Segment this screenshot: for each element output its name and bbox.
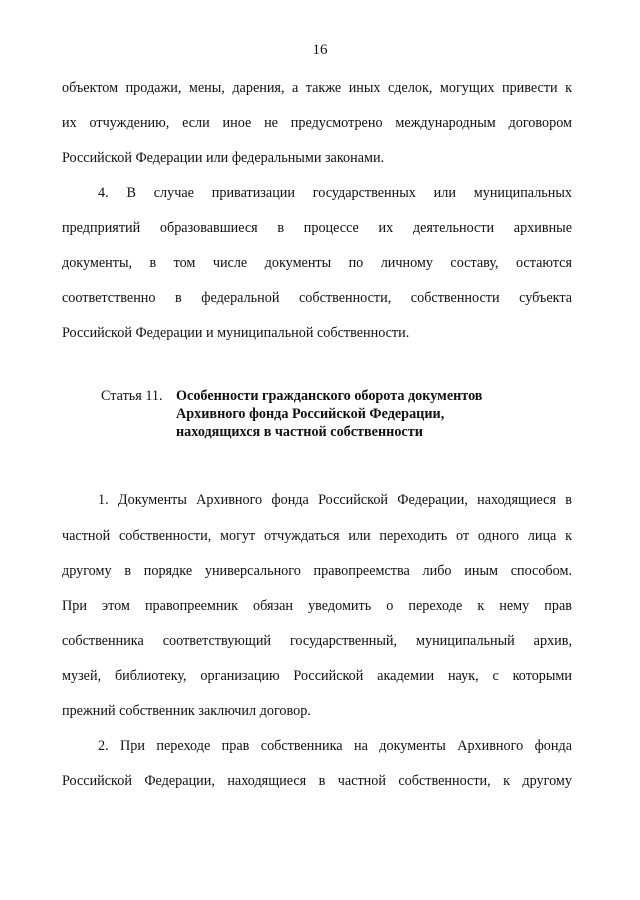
text-line: 2. При переходе прав собственника на документы Архивного фонда: [98, 738, 572, 754]
text-line: При этом правопреемник обязан уведомить о переходе к нему прав: [62, 598, 572, 614]
text-line: частной собственности, могут отчуждаться или переходить от одного лица к: [62, 528, 572, 544]
text-line: 1. Документы Архивного фонда Российской Федерации, находящиеся в: [98, 492, 572, 508]
article-label: Статья 11.: [101, 388, 163, 404]
text-line: собственника соответствующий государственный, муниципальный архив,: [62, 633, 572, 649]
article-title-line: находящихся в частной собственности: [176, 424, 423, 440]
text-line: другому в порядке универсального правопреемства либо иным способом.: [62, 563, 572, 579]
article-title-line: Архивного фонда Российской Федерации,: [176, 406, 445, 422]
text-line: их отчуждению, если иное не предусмотрено международным договором: [62, 115, 572, 131]
text-line: предприятий образовавшиеся в процессе их деятельности архивные: [62, 220, 572, 236]
text-line: Российской Федерации, находящиеся в частной собственности, к другому: [62, 773, 572, 789]
page-number: 16: [312, 42, 328, 58]
article-title: [176, 387, 482, 441]
article-title-line: Особенности гражданского оборота документов: [176, 388, 483, 404]
text-line: документы, в том числе документы по личному составу, остаются: [62, 255, 572, 271]
text-line: Российской Федерации и муниципальной собственности.: [62, 325, 410, 341]
text-line: объектом продажи, мены, дарения, а также иных сделок, могущих привести к: [62, 80, 572, 96]
text-line: прежний собственник заключил договор.: [62, 703, 311, 719]
text-line: соответственно в федеральной собственности, собственности субъекта: [62, 290, 572, 306]
text-line: Российской Федерации или федеральными законами.: [62, 150, 385, 166]
text-line: 4. В случае приватизации государственных или муниципальных: [98, 185, 572, 201]
text-line: музей, библиотеку, организацию Российской академии наук, с которыми: [62, 668, 572, 684]
